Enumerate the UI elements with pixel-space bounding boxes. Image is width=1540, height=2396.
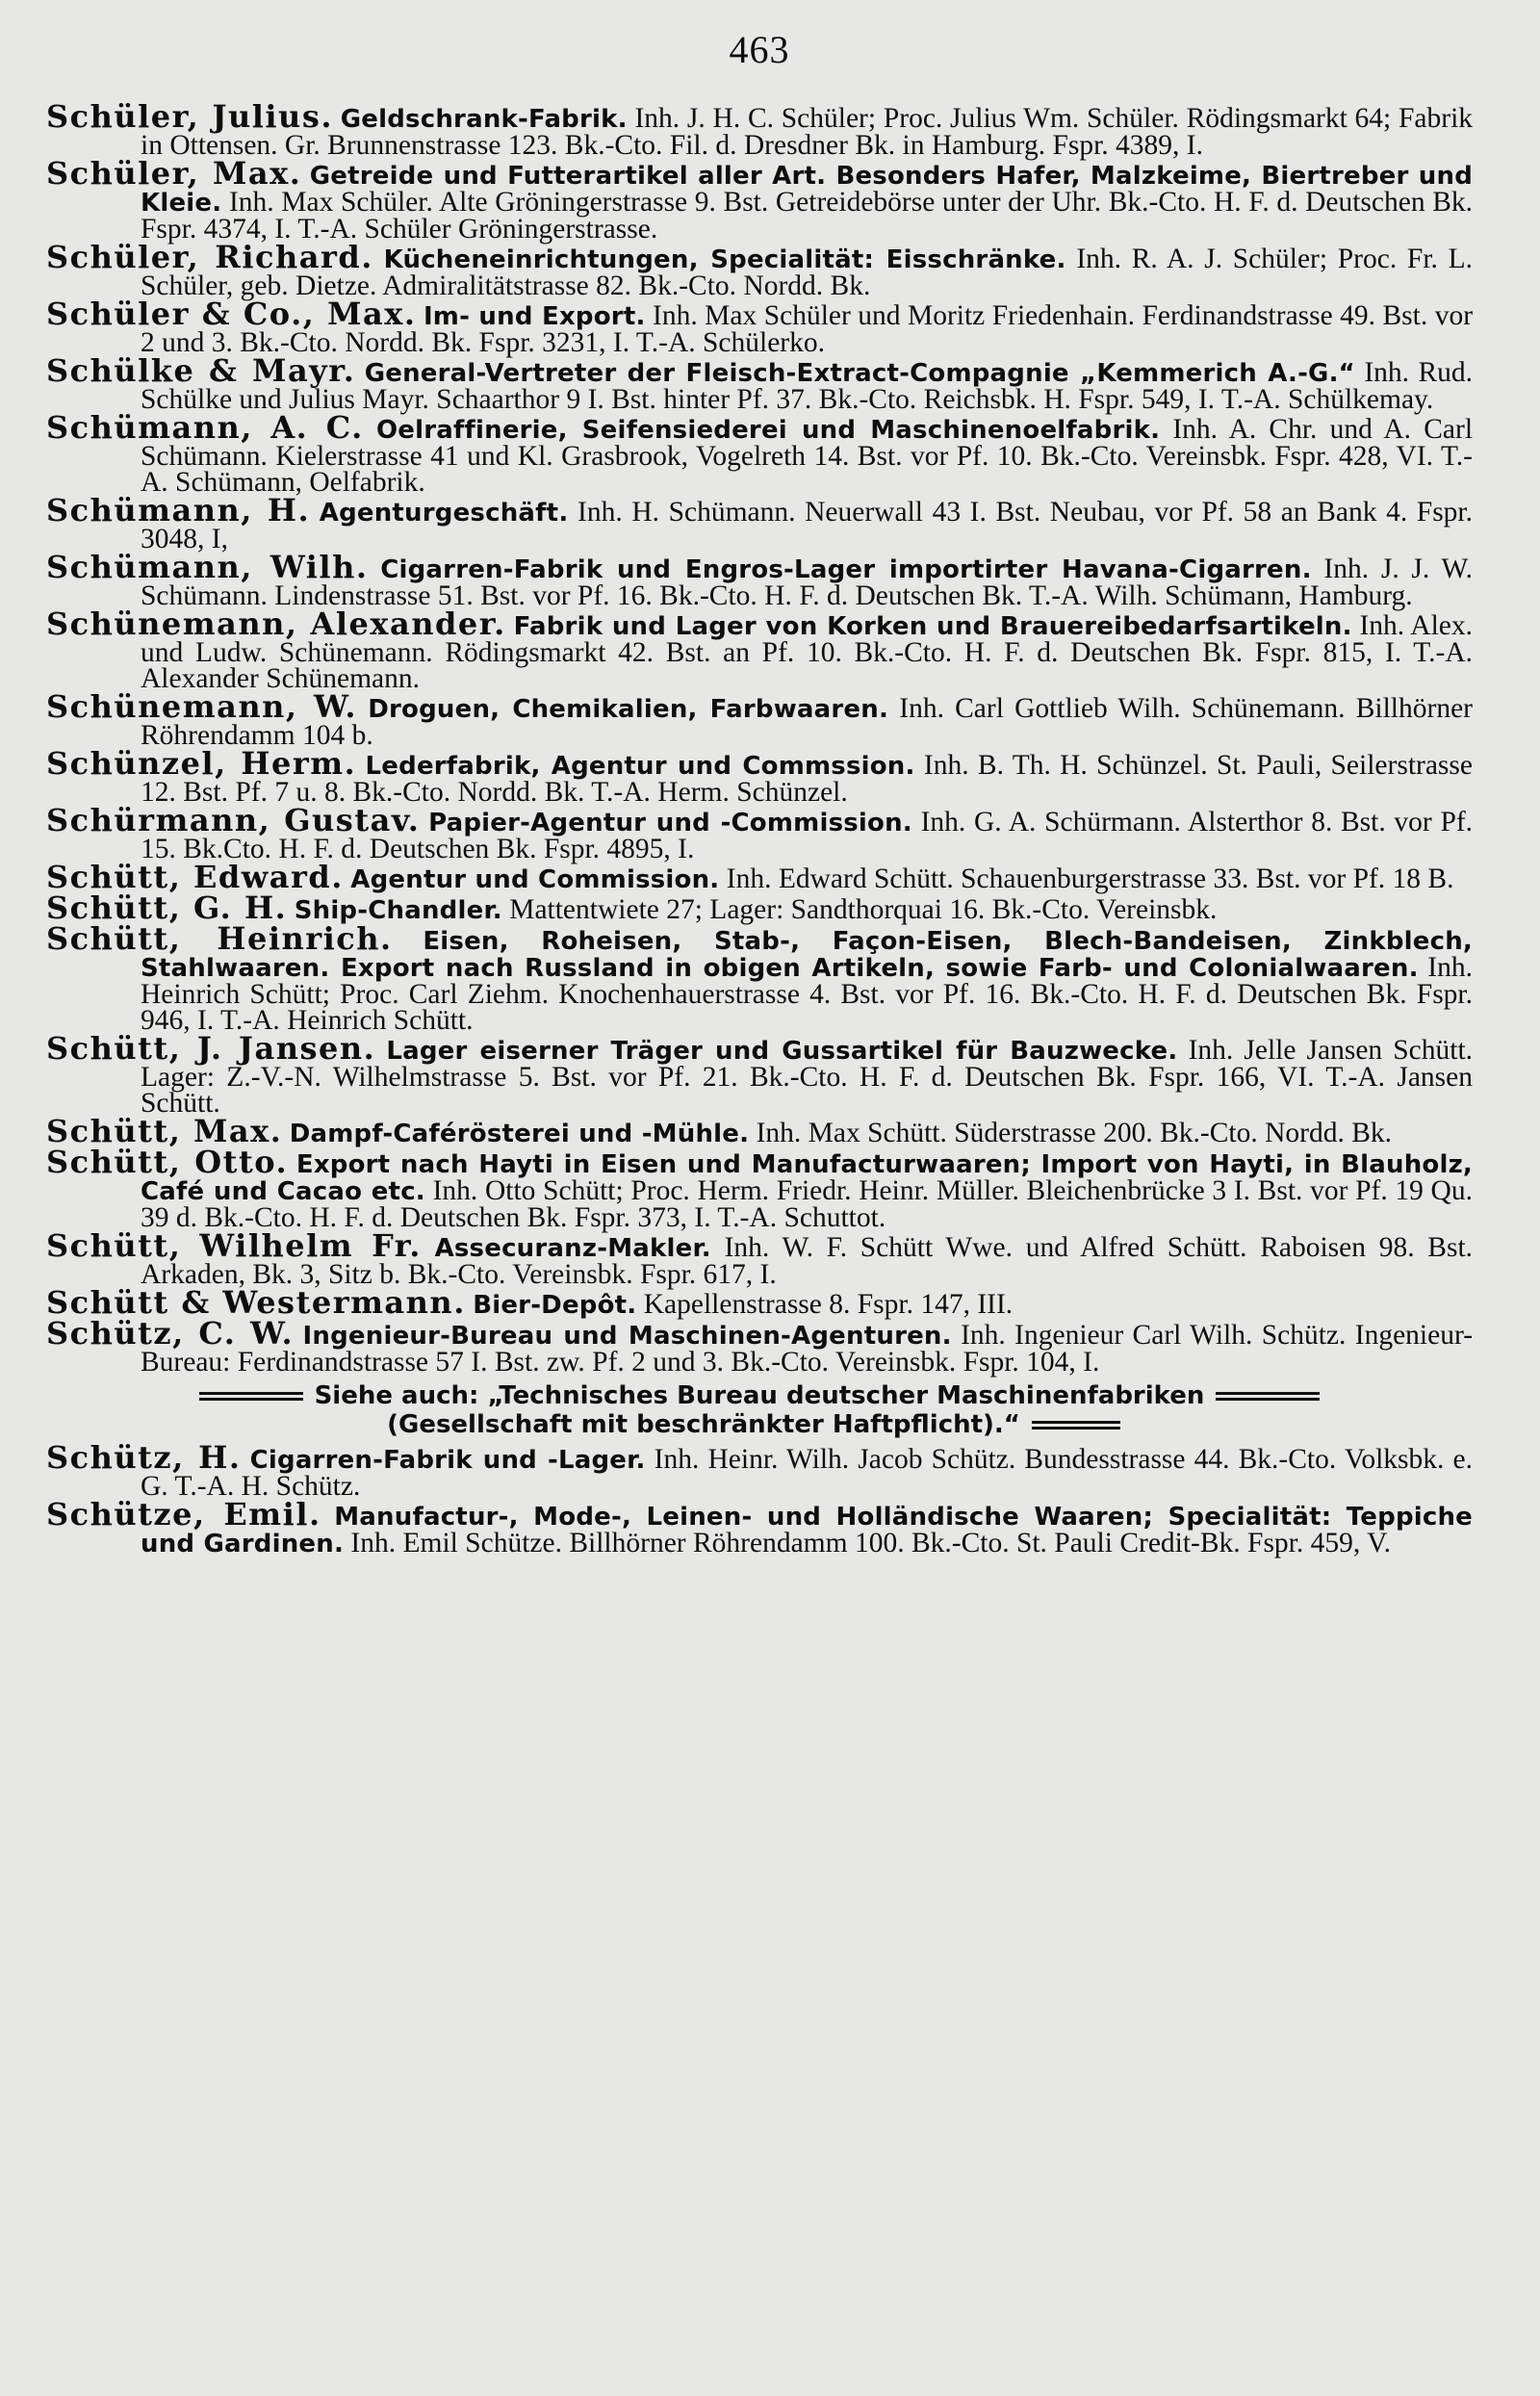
entry-name: Schütt, Edward. — [46, 859, 344, 895]
entry-details: Inh. A. Chr. und A. Carl Schümann. Kielerstrasse 41 und Kl. Grasbrook, Vogelreth 14. Bst. vor Pf. 10. Bk.-Cto. Vereinsbk. Fspr. 428, VI. T.-A. Schümann, Oelfabrik. — [141, 414, 1474, 498]
entry-details: Inh. Rud. Schülke und Julius Mayr. Schaarthor 9 I. Bst. hinter Pf. 37. Bk.-Cto. Reichsbk. H. Fspr. 549, I. T.-A. Schülkemay. — [141, 357, 1473, 415]
directory-entry — [46, 1496, 1474, 1559]
entry-name: Schüler & Co., Max. — [46, 296, 417, 332]
entry-details: Kapellenstrasse 8. Fspr. 147, III. — [643, 1289, 1014, 1320]
entry-name: Schülke & Mayr. — [46, 352, 356, 389]
entry-trade: Lager eiserner Träger und Gussartikel für Bauzwecke. — [386, 1037, 1178, 1066]
directory-entry — [46, 745, 1473, 808]
entry-list — [46, 98, 1474, 1378]
entry-trade: Papier-Agentur und -Commission. — [428, 809, 912, 837]
entry-name: Schütt, G. H. — [46, 889, 288, 926]
entry-name: Schürmann, Gustav. — [46, 802, 421, 838]
entry-details: Inh. Heinr. Wilh. Jacob Schütz. Bundesstrasse 44. Bk.-Cto. Volksbk. e. G. T.-A. H. Schütz. — [141, 1444, 1473, 1502]
entry-details: Inh. Otto Schütt; Proc. Herm. Friedr. Heinr. Müller. Bleichenbrücke 3 I. Bst. vor Pf. 19 Qu. 39 d. Bk.-Cto. H. F. d. Deutschen Bk. Fspr. 373, I. T.-A. Schuttot. — [141, 1175, 1473, 1233]
entry-name: Schütt, J. Jansen. — [46, 1030, 376, 1067]
directory-entry — [46, 549, 1473, 611]
directory-entry — [46, 1315, 1474, 1378]
entry-trade: Agenturgeschäft. — [319, 499, 569, 528]
entry-name: Schümann, H. — [46, 492, 311, 528]
entry-trade: Lederfabrik, Agentur und Commssion. — [365, 752, 915, 781]
directory-entry — [46, 296, 1474, 358]
directory-entry — [46, 98, 1474, 161]
entry-details: Inh. Max Schütt. Süderstrasse 200. Bk.-Cto. Nordd. Bk. — [756, 1118, 1393, 1148]
entry-name: Schütt, Heinrich. — [46, 920, 393, 957]
entry-trade: Im- und Export. — [423, 302, 646, 331]
entry-name: Schüler, Max. — [46, 155, 302, 192]
directory-entry — [46, 688, 1473, 751]
entry-details: Inh. R. A. J. Schüler; Proc. Fr. L. Schüler, geb. Dietze. Admiralitätstrasse 82. Bk.-Cto. Nordd. Bk. — [141, 244, 1474, 301]
entry-name: Schünzel, Herm. — [46, 745, 357, 782]
entry-name: Schünemann, W. — [46, 688, 358, 725]
entry-details: Inh. Edward Schütt. Schauenburgerstrasse 33. Bst. vor Pf. 18 B. — [726, 863, 1454, 894]
entry-details: Inh. Heinrich Schütt; Proc. Carl Ziehm. Knochenhauerstrasse 4. Bst. vor Pf. 16. Bk.-Cto. H. F. d. Deutschen Bk. Fspr. 946, I. T.-A. Heinrich Schütt. — [141, 952, 1473, 1036]
double-rule-left — [199, 1392, 303, 1401]
entry-name: Schütt, Max. — [46, 1113, 283, 1149]
entry-trade: Assecuranz-Makler. — [434, 1234, 711, 1263]
entry-details: Inh. Alex. und Ludw. Schünemann. Rödingsmarkt 42. Bst. an Pf. 10. Bk.-Cto. H. F. d. Deutschen Bk. Fspr. 815, I. T.-A. Alexander Schünemann. — [141, 610, 1474, 694]
entry-name: Schütt, Wilhelm Fr. — [46, 1227, 422, 1264]
entry-details: Inh. Emil Schütze. Billhörner Röhrendamm 100. Bk.-Cto. St. Pauli Credit-Bk. Fspr. 459, V. — [350, 1528, 1391, 1559]
entry-details: Inh. Ingenieur Carl Wilh. Schütz. Ingenieur-Bureau: Ferdinandstrasse 57 I. Bst. zw. Pf. 2 und 3. Bk.-Cto. Vereinsbk. Fspr. 104, I. — [141, 1320, 1474, 1378]
directory-entry — [46, 352, 1473, 415]
see-also-text-2: (Gesellschaft mit beschränkter Haftpflicht).“ — [387, 1410, 1020, 1439]
entry-details: Inh. Jelle Jansen Schütt. Lager: Z.-V.-N. Wilhelmstrasse 5. Bst. vor Pf. 21. Bk.-Cto. H. F. d. Deutschen Bk. Fspr. 166, VI. T.-A. Jansen Schütt. — [141, 1035, 1474, 1119]
directory-entry — [46, 409, 1474, 498]
entry-name: Schütt & Westermann. — [46, 1284, 466, 1321]
entry-name: Schütz, C. W. — [46, 1315, 295, 1352]
entry-details: Inh. W. F. Schütt Wwe. und Alfred Schütt. Raboisen 98. Bst. Arkaden, Bk. 3, Sitz b. Bk.-Cto. Vereinsbk. Fspr. 617, I. — [141, 1232, 1474, 1290]
entry-name: Schünemann, Alexander. — [46, 605, 506, 642]
entry-details: Inh. Max Schüler. Alte Gröningerstrasse 9. Bst. Getreidebörse unter der Uhr. Bk.-Cto. H. F. d. Deutschen Bk. Fspr. 4374, I. T.-A. Schüler Gröningerstrasse. — [141, 187, 1473, 245]
entry-trade: General-Vertreter der Fleisch-Extract-Compagnie „Kemmerich A.-G.“ — [364, 359, 1355, 388]
entry-trade: Manufactur-, Mode-, Leinen- und Holländische Waaren; Specialität: Teppiche und Gardinen. — [141, 1503, 1474, 1559]
see-also-note — [46, 1381, 1473, 1439]
entry-trade: Droguen, Chemikalien, Farbwaaren. — [368, 695, 889, 724]
entry-name: Schüler, Julius. — [46, 98, 333, 135]
entry-details: Inh. G. A. Schürmann. Alsterthor 8. Bst. vor Pf. 15. Bk.Cto. H. F. d. Deutschen Bk. Fspr. 4895, I. — [141, 807, 1474, 864]
see-also-line-1 — [46, 1381, 1473, 1410]
entry-trade: Fabrik und Lager von Korken und Brauereibedarfsartikeln. — [513, 612, 1352, 641]
entry-trade: Getreide und Futterartikel aller Art. Besonders Hafer, Malzkeime, Biertreber und Kleie. — [141, 162, 1474, 218]
entry-details: Mattentwiete 27; Lager: Sandthorquai 16. Bk.-Cto. Vereinsbk. — [509, 894, 1218, 925]
directory-entry — [46, 1030, 1474, 1119]
entry-trade: Eisen, Roheisen, Stab-, Façon-Eisen, Blech-Bandeisen, Zinkblech, Stahlwaaren. Export nach Russland in obigen Artikeln, sowie Farb- und Colonialwaaren. — [141, 927, 1474, 983]
directory-entry — [46, 605, 1474, 694]
entry-details: Inh. Max Schüler und Moritz Friedenhain. Ferdinandstrasse 49. Bst. vor 2 und 3. Bk.-Cto. Nordd. Bk. Fspr. 3231, I. T.-A. Schülerko. — [141, 300, 1474, 358]
directory-entry — [46, 1439, 1473, 1502]
double-rule-right — [1216, 1392, 1320, 1401]
entry-trade: Kücheneinrichtungen, Specialität: Eisschränke. — [383, 245, 1066, 274]
directory-entry — [46, 920, 1474, 1036]
entry-details: Inh. J. J. W. Schümann. Lindenstrasse 51. Bst. vor Pf. 16. Bk.-Cto. H. F. d. Deutschen Bk. T.-A. Wilh. Schümann, Hamburg. — [141, 554, 1473, 611]
entry-details: Inh. J. H. C. Schüler; Proc. Julius Wm. Schüler. Rödingsmarkt 64; Fabrik in Ottensen. Gr. Brunnenstrasse 123. Bk.-Cto. Fil. d. Dresdner Bk. in Hamburg. Fspr. 4389, I. — [141, 103, 1474, 161]
directory-entry — [46, 1144, 1474, 1233]
entry-trade: Bier-Depôt. — [473, 1291, 637, 1320]
directory-entry — [46, 802, 1474, 864]
entry-trade: Export nach Hayti in Eisen und Manufacturwaaren; Import von Hayti, in Blauholz, Café und Cacao etc. — [141, 1150, 1474, 1206]
entry-details: Inh. B. Th. H. Schünzel. St. Pauli, Seilerstrasse 12. Bst. Pf. 7 u. 8. Bk.-Cto. Nordd. Bk. T.-A. Herm. Schünzel. — [141, 750, 1473, 808]
entry-trade: Agentur und Commission. — [350, 865, 720, 894]
entry-trade: Ship-Chandler. — [294, 896, 502, 925]
entry-trade: Geldschrank-Fabrik. — [340, 105, 628, 134]
entry-trade: Oelraffinerie, Seifensiederei und Maschinenoelfabrik. — [375, 416, 1161, 445]
entry-trade: Cigarren-Fabrik und Engros-Lager importirter Havana-Cigarren. — [380, 555, 1312, 584]
entry-name: Schüler, Richard. — [46, 239, 373, 275]
entry-trade: Dampf-Caférösterei und -Mühle. — [289, 1120, 750, 1148]
entry-name: Schümann, A. C. — [46, 409, 364, 446]
entry-name: Schütt, Otto. — [46, 1144, 289, 1180]
directory-entry — [46, 239, 1474, 301]
entry-name: Schütz, H. — [46, 1439, 242, 1476]
entry-trade: Ingenieur-Bureau und Maschinen-Agenturen. — [302, 1322, 952, 1351]
entry-details: Inh. H. Schümann. Neuerwall 43 I. Bst. Neubau, vor Pf. 58 an Bank 4. Fspr. 3048, I, — [141, 497, 1474, 554]
double-rule-end — [1032, 1421, 1120, 1430]
directory-entry — [46, 492, 1474, 554]
page-number: 463 — [729, 28, 790, 71]
entry-details: Inh. Carl Gottlieb Wilh. Schünemann. Billhörner Röhrendamm 104 b. — [141, 693, 1473, 751]
entry-name: Schütze, Emil. — [46, 1496, 321, 1533]
entry-name: Schümann, Wilh. — [46, 549, 369, 585]
see-also-line-2 — [46, 1410, 1473, 1439]
see-also-text-1: Siehe auch: „Technisches Bureau deutscher Maschinenfabriken — [314, 1381, 1205, 1410]
entry-trade: Cigarren-Fabrik und -Lager. — [249, 1446, 646, 1475]
directory-entry — [46, 155, 1474, 245]
directory-entry — [46, 1227, 1474, 1290]
entry-list-continued — [46, 1439, 1474, 1559]
